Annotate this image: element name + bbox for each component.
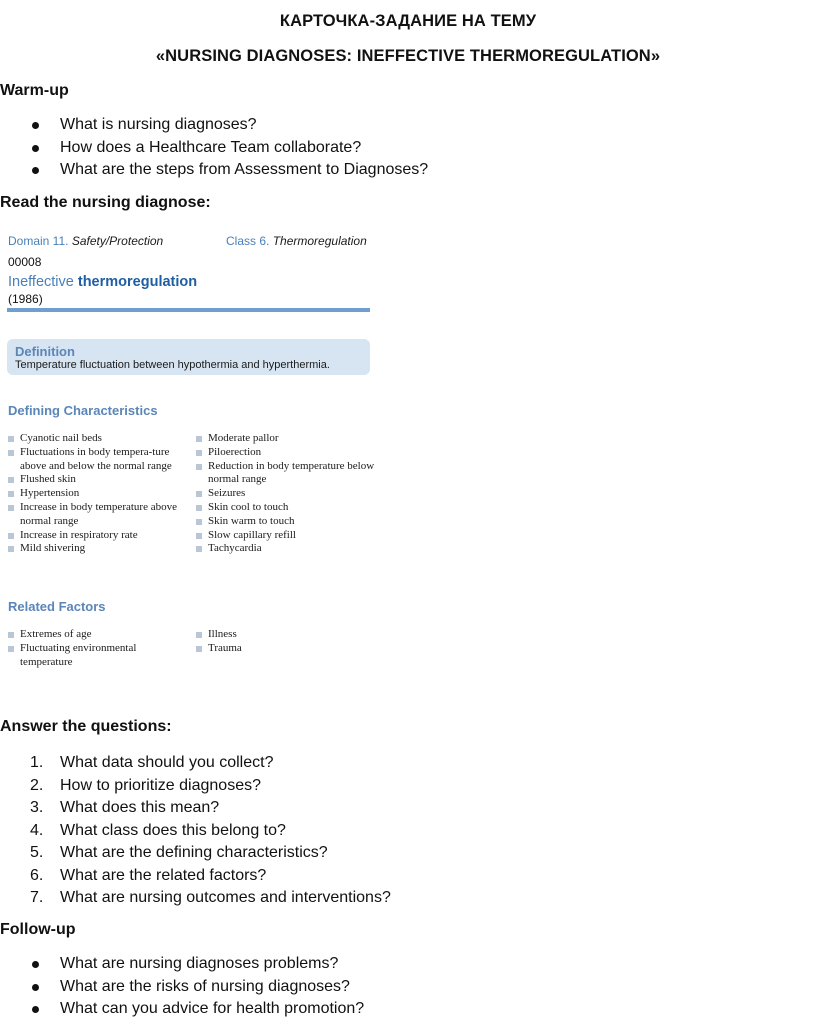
followup-item: What are nursing diagnoses problems? bbox=[0, 953, 364, 976]
question-item: 2. How to prioritize diagnoses? bbox=[30, 776, 261, 794]
diagnosis-title bbox=[8, 274, 197, 290]
page-title-line-2: «NURSING DIAGNOSES: INEFFECTIVE THERMOREGULATION» bbox=[155, 47, 661, 65]
followup-heading: Follow-up bbox=[0, 921, 76, 938]
diagnosis-year: (1986) bbox=[8, 292, 43, 306]
list-item: Hypertension bbox=[8, 487, 178, 501]
list-item-text: Fluctuations in body tempera-ture above and below the normal range bbox=[20, 445, 172, 472]
related-factors-heading: Related Factors bbox=[8, 599, 106, 614]
domain-value: Safety/Protection bbox=[71, 234, 164, 248]
read-heading: Read the nursing diagnose: bbox=[0, 194, 211, 211]
question-item: 7. What are nursing outcomes and interventions? bbox=[30, 889, 391, 906]
warmup-item: What are the steps from Assessment to Diagnoses? bbox=[0, 159, 428, 182]
question-item: 5. What are the defining characteristics? bbox=[30, 844, 328, 861]
followup-list bbox=[0, 953, 364, 1021]
class-value: Thermoregulation bbox=[272, 234, 367, 248]
answer-heading: Answer the questions: bbox=[0, 718, 172, 735]
question-item: 1. What data should you collect? bbox=[30, 754, 274, 771]
list-item: Fluctuating environmental temperature bbox=[8, 642, 178, 670]
list-item: Mild shivering bbox=[8, 542, 178, 556]
list-item: Extremes of age bbox=[8, 628, 178, 642]
list-item: Piloerection bbox=[196, 446, 376, 460]
list-item: Increase in respiratory rate bbox=[8, 529, 178, 543]
defining-characteristics-heading: Defining Characteristics bbox=[8, 403, 158, 418]
list-item: Flushed skin bbox=[8, 473, 178, 487]
related-factors-left bbox=[8, 628, 178, 669]
list-item: Slow capillary refill bbox=[196, 529, 376, 543]
definition-box bbox=[7, 339, 370, 375]
class-label: Class 6. bbox=[226, 234, 270, 248]
diagnosis-code: 00008 bbox=[8, 255, 42, 269]
question-item: 3. What does this mean? bbox=[30, 799, 220, 816]
list-item: Skin warm to touch bbox=[196, 515, 376, 529]
definition-heading: Definition bbox=[15, 344, 75, 359]
page-title-line-1: КАРТОЧКА-ЗАДАНИЕ НА ТЕМУ bbox=[279, 12, 537, 30]
followup-item: What are the risks of nursing diagnoses? bbox=[0, 976, 364, 999]
list-item: Skin cool to touch bbox=[196, 501, 376, 515]
list-item: Tachycardia bbox=[196, 542, 376, 556]
domain-row bbox=[8, 234, 163, 248]
diagnosis-title-word-2: thermoregulation bbox=[77, 274, 198, 290]
warmup-item: What is nursing diagnoses? bbox=[0, 114, 428, 137]
domain-label: Domain 11. bbox=[8, 234, 69, 248]
diagnosis-title-word-1: Ineffective bbox=[8, 274, 74, 290]
list-item: Increase in body temperature above normal range bbox=[8, 501, 178, 529]
question-item: 4. What class does this belong to? bbox=[30, 821, 286, 839]
list-item: Moderate pallor bbox=[196, 432, 376, 446]
defining-characteristics-right bbox=[196, 432, 376, 556]
followup-item: What can you advice for health promotion? bbox=[0, 998, 364, 1021]
definition-text: Temperature fluctuation between hypothermia and hyperthermia. bbox=[15, 359, 330, 371]
warmup-heading: Warm-up bbox=[0, 82, 69, 99]
related-factors-right bbox=[196, 628, 366, 656]
class-row bbox=[226, 234, 367, 248]
list-item: Seizures bbox=[196, 487, 376, 501]
divider-rule bbox=[7, 308, 370, 312]
list-item bbox=[8, 446, 178, 474]
list-item: Reduction in body temperature below normal range bbox=[196, 460, 376, 488]
warmup-item: How does a Healthcare Team collaborate? bbox=[0, 137, 428, 160]
warmup-list bbox=[0, 114, 428, 182]
answer-list bbox=[0, 752, 391, 910]
list-item: Illness bbox=[196, 628, 366, 642]
list-item: Trauma bbox=[196, 642, 366, 656]
defining-characteristics-left bbox=[8, 432, 178, 556]
list-item: Cyanotic nail beds bbox=[8, 432, 178, 446]
question-item: 6. What are the related factors? bbox=[30, 866, 267, 884]
